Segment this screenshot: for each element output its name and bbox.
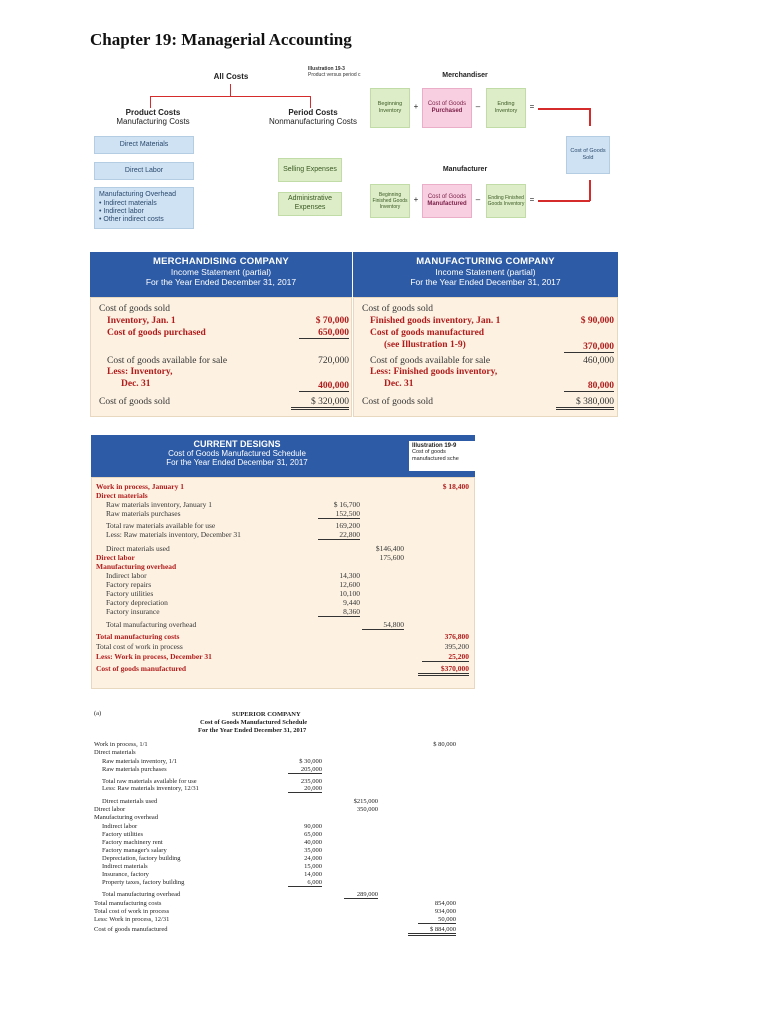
cd-header [91, 435, 475, 477]
cd-raw-purchases-val: 152,500 [318, 509, 360, 519]
arrow-top-h [538, 108, 590, 110]
manufacturer-label: Manufacturer [442, 166, 488, 173]
ending-inventory-box: Ending Inventory [486, 88, 526, 128]
all-costs-label: All Costs [213, 72, 249, 81]
cost-classification-diagram [88, 60, 378, 235]
sp-less-raw: Less: Raw materials inventory, 12/31 [102, 785, 199, 792]
mfg-less-fg: Less: Finished goods inventory, [370, 367, 498, 377]
cd-total-overhead: Total manufacturing overhead [106, 620, 197, 629]
cd-less-wip-dec: Less: Work in process, December 31 [96, 652, 212, 661]
direct-labor-box: Direct Labor [94, 162, 194, 180]
cd-overhead-item: Factory utilities [106, 589, 154, 598]
merch-dec31-val: 400,000 [299, 381, 349, 392]
sp-dm-used: Direct materials used [102, 798, 158, 805]
sp-less-wip-val: 50,000 [418, 916, 456, 924]
cd-wip-jan: Work in process, January 1 [96, 482, 184, 491]
cogs-box: Cost of Goods Sold [566, 136, 610, 174]
mfg-see-ill: (see Illustration 1-9) [384, 340, 466, 350]
arrow-bottom-h [538, 200, 590, 202]
merch-inv-jan: Inventory, Jan. 1 [107, 316, 176, 326]
sp-raw-inv-val: $ 30,000 [299, 758, 322, 765]
cd-overhead-value: 9,440 [343, 598, 360, 607]
merch-less-inv: Less: Inventory, [107, 367, 173, 377]
sp-overhead-value: 35,000 [304, 847, 322, 854]
cd-overhead-item: Factory depreciation [106, 598, 168, 607]
merch-available: Cost of goods available for sale [107, 356, 228, 366]
sp-wip-jan: Work in process, 1/1 [94, 741, 148, 748]
sp-overhead-item: Factory machinery rent [102, 839, 163, 846]
cd-direct-labor-val: 175,600 [379, 553, 404, 562]
sp-less-raw-val: 20,000 [288, 785, 322, 793]
superior-schedule [92, 708, 472, 953]
sp-total-overhead: Total manufacturing overhead [102, 891, 181, 898]
cd-overhead-value: 10,100 [339, 589, 360, 598]
cd-cogm-val: $370,000 [418, 664, 469, 676]
sp-overhead-value: 40,000 [304, 839, 322, 846]
mfg-is-header: MANUFACTURING COMPANY Income Statement (partial) For the Year Ended December 31, 2017 [353, 252, 618, 297]
illustration-label: Illustration 19-3 Product versus period c [308, 66, 361, 78]
sp-total-mfg-costs: Total manufacturing costs [94, 900, 162, 907]
mfg-cogs-total-val: $ 380,000 [556, 397, 614, 410]
arrow-top-v [589, 108, 591, 126]
mfg-fg-jan-val: $ 90,000 [580, 316, 614, 326]
cd-dm-used: Direct materials used [106, 544, 170, 553]
cd-mfg-overhead: Manufacturing overhead [96, 562, 177, 571]
sp-raw-available-val: 235,000 [300, 778, 322, 785]
mfg-is-body [353, 297, 618, 417]
sp-overhead-item: Indirect labor [102, 823, 138, 830]
mfg-available: Cost of goods available for sale [370, 356, 491, 366]
sp-dm-used-val: $215,000 [353, 798, 378, 805]
sp-period: For the Year Ended December 31, 2017 [198, 727, 307, 734]
mfg-fg-jan: Finished goods inventory, Jan. 1 [370, 316, 501, 326]
merch-is-header: MERCHANDISING COMPANY Income Statement (partial) For the Year Ended December 31, 2017 [90, 252, 352, 297]
mfg-cogs-label: Cost of goods sold [362, 304, 433, 314]
cd-total-mfg-costs: Total manufacturing costs [96, 632, 180, 641]
cd-less-raw-dec: Less: Raw materials inventory, December 31 [106, 530, 241, 539]
cd-subtitle: Cost of Goods Manufactured Schedule [168, 449, 306, 458]
sp-overhead-item: Depreciation, factory building [102, 855, 181, 862]
merchandiser-label: Merchandiser [442, 72, 488, 79]
cd-total-wip: Total cost of work in process [96, 642, 183, 651]
cd-wip-jan-val: $ 18,400 [442, 482, 469, 491]
cd-less-raw-dec-val: 22,800 [318, 530, 360, 540]
chapter-title: Chapter 19: Managerial Accounting [90, 30, 352, 49]
merch-dec31: Dec. 31 [121, 379, 151, 389]
arrow-bottom-v [589, 180, 591, 201]
sp-direct-labor-val: 350,000 [356, 806, 378, 813]
merch-cogs-label: Cost of goods sold [99, 304, 170, 314]
cd-illustration-label: Illustration 19-9 Cost of goods manufactured sche [409, 441, 479, 471]
mfg-manufactured-val: 370,000 [564, 342, 614, 353]
sp-raw-inv: Raw materials inventory, 1/1 [102, 758, 178, 765]
cost-goods-purchased-box: Cost of Goods Purchased [422, 88, 472, 128]
product-costs-label: Product Costs Manufacturing Costs [116, 108, 190, 126]
cd-total-mfg-costs-val: 376,800 [444, 632, 469, 641]
sp-cogm: Cost of goods manufactured [94, 926, 168, 933]
tree-trunk [230, 84, 231, 96]
cd-total-overhead-val: 54,800 [362, 620, 404, 630]
cd-direct-labor: Direct labor [96, 553, 135, 562]
sp-total-wip: Total cost of work in process [94, 908, 170, 915]
sp-overhead-value: 15,000 [304, 863, 322, 870]
sp-subtitle: Cost of Goods Manufactured Schedule [200, 719, 308, 726]
beginning-inventory-box: Beginning Inventory [370, 88, 410, 128]
sp-overhead-value: 14,000 [304, 871, 322, 878]
admin-expenses-box: Administrative Expenses [278, 192, 342, 216]
cd-overhead-item: Indirect labor [106, 571, 147, 580]
cost-flow-diagram [360, 60, 610, 230]
cd-raw-available: Total raw materials available for use [106, 521, 216, 530]
mfg-overhead-box: Manufacturing Overhead • Indirect materials • Indirect labor • Other indirect costs [94, 187, 194, 229]
sp-cogm-val: $ 884,000 [408, 926, 456, 936]
tree-right-leg [310, 96, 311, 108]
ending-fg-box: Ending Finished Goods Inventory [486, 184, 526, 218]
tree-left-leg [150, 96, 151, 108]
mfg-dec31-val: 80,000 [564, 381, 614, 392]
cd-raw-purchases: Raw materials purchases [106, 509, 181, 518]
sp-overhead-value: 65,000 [304, 831, 322, 838]
merch-is-body [90, 297, 352, 417]
direct-materials-box: Direct Materials [94, 136, 194, 154]
sp-total-mfg-costs-val: 854,000 [434, 900, 456, 907]
mfg-dec31: Dec. 31 [384, 379, 414, 389]
cd-direct-materials: Direct materials [96, 491, 148, 500]
beginning-fg-box: Beginning Finished Goods Inventory [370, 184, 410, 218]
sp-overhead-value: 90,000 [304, 823, 322, 830]
cd-overhead-value: 8,360 [318, 607, 360, 617]
sp-part: (a) [94, 710, 102, 717]
merch-purchased-val: 650,000 [299, 328, 349, 339]
cd-cogm: Cost of goods manufactured [96, 664, 187, 673]
cd-raw-available-val: 169,200 [335, 521, 360, 530]
cd-dm-used-val: $146,400 [375, 544, 404, 553]
sp-raw-available: Total raw materials available for use [102, 778, 197, 785]
equals-sign-2: = [529, 195, 535, 204]
cd-period: For the Year Ended December 31, 2017 [166, 458, 308, 467]
cd-body [91, 477, 475, 689]
cd-company: CURRENT DESIGNS [193, 439, 281, 449]
sp-raw-purchases: Raw materials purchases [102, 766, 167, 773]
mfg-manufactured: Cost of goods manufactured [370, 328, 485, 338]
sp-wip-jan-val: $ 80,000 [433, 741, 456, 748]
cd-raw-inv-jan-val: $ 16,700 [333, 500, 360, 509]
sp-total-wip-val: 934,000 [434, 908, 456, 915]
minus-sign: – [475, 102, 481, 111]
tree-branch [150, 96, 310, 97]
mfg-cogs-total-label: Cost of goods sold [362, 397, 433, 407]
sp-overhead-item: Factory manager's salary [102, 847, 167, 854]
cost-goods-manufactured-box: Cost of Goods Manufactured [422, 184, 472, 218]
sp-mfg-overhead: Manufacturing overhead [94, 814, 159, 821]
cd-raw-inv-jan: Raw materials inventory, January 1 [106, 500, 212, 509]
minus-sign-2: – [475, 195, 481, 204]
sp-overhead-item: Indirect materials [102, 863, 148, 870]
sp-company: SUPERIOR COMPANY [232, 711, 301, 718]
sp-overhead-value: 24,000 [304, 855, 322, 862]
merch-cogs-total-label: Cost of goods sold [99, 397, 170, 407]
period-costs-label: Period Costs Nonmanufacturing Costs [268, 108, 358, 126]
equals-sign: = [529, 102, 535, 111]
cd-overhead-item: Factory insurance [106, 607, 160, 616]
sp-direct-labor: Direct labor [94, 806, 126, 813]
sp-overhead-item: Factory utilities [102, 831, 143, 838]
sp-total-overhead-val: 289,000 [344, 891, 378, 899]
cd-total-wip-val: 395,200 [444, 642, 469, 651]
cd-overhead-value: 14,300 [339, 571, 360, 580]
selling-expenses-box: Selling Expenses [278, 158, 342, 182]
sp-overhead-value: 6,000 [288, 879, 322, 887]
merch-purchased: Cost of goods purchased [107, 328, 206, 338]
cd-overhead-item: Factory repairs [106, 580, 152, 589]
sp-raw-purchases-val: 205,000 [288, 766, 322, 774]
sp-overhead-item: Property taxes, factory building [102, 879, 185, 886]
sp-overhead-item: Insurance, factory [102, 871, 149, 878]
cd-overhead-value: 12,600 [339, 580, 360, 589]
merch-inv-jan-val: $ 70,000 [315, 316, 349, 326]
mfg-available-val: 460,000 [583, 356, 614, 366]
sp-less-wip: Less: Work in process, 12/31 [94, 916, 170, 923]
plus-sign-2: + [413, 195, 419, 204]
plus-sign: + [413, 102, 419, 111]
merch-available-val: 720,000 [318, 356, 349, 366]
cd-less-wip-dec-val: 25,200 [422, 652, 469, 662]
merch-cogs-total-val: $ 320,000 [291, 397, 349, 410]
sp-direct-materials: Direct materials [94, 749, 136, 756]
